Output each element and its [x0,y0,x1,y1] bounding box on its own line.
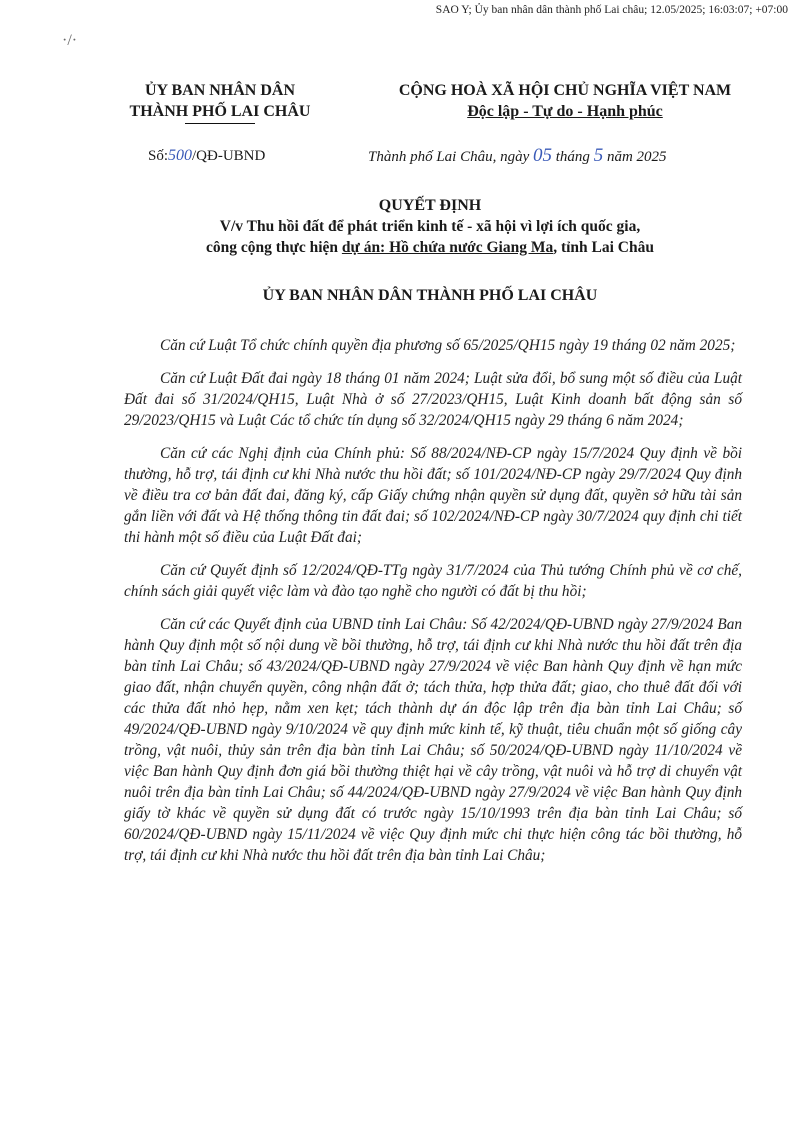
national-header [360,80,770,122]
decision-title [90,195,770,258]
authority-line-2: THÀNH PHỐ LAI CHÂU [129,103,311,120]
national-title: CỘNG HOÀ XÃ HỘI CHỦ NGHĨA VIỆT NAM [398,82,732,99]
subject-post: , tỉnh Lai Châu [553,239,654,256]
subject-pre: công cộng thực hiện [206,239,342,256]
legal-basis-paragraph: Căn cứ Luật Đất đai ngày 18 tháng 01 năm 2024; Luật sửa đổi, bổ sung một số điều của Luật Đất đai số 31/2024/QH15, Luật Nhà ở số 27/2023/QH15, Luật Kinh doanh bất động sản số 29/2023/QH15 và Luật Các tổ chức tín dụng số 32/2024/QH15 ngày 29 tháng 6 năm 2024; [124,370,742,429]
doc-number-prefix: Số: [148,148,169,164]
decision-subject-line-2 [90,237,770,258]
date-month-label: tháng [555,149,590,165]
date-year: năm 2025 [606,149,667,165]
project-name: dự án: Hồ chứa nước Giang Ma [341,239,554,256]
date-prefix: Thành phố Lai Châu, ngày [368,149,530,165]
doc-number-suffix: /QĐ-UBND [192,148,266,164]
doc-number-handwritten: 500 [168,147,193,164]
header-divider [185,123,255,124]
place-and-date [368,145,667,167]
legal-basis-body [124,335,742,878]
legal-basis-paragraph: Căn cứ các Quyết định của UBND tỉnh Lai Châu: Số 42/2024/QĐ-UBND ngày 27/9/2024 Ban hành Quy định một số nội dung về bồi thường, hỗ trợ, tái định cư khi Nhà nước thu hồi đất trên địa bàn tỉnh Lai Châu; số 43/2024/QĐ-UBND ngày 27/9/2024 về việc Ban hành Quy định về hạn mức giao đất, nhận chuyển quyền, công nhận đất ở; tách thửa, hợp thửa đất; giao, cho thuê đất đối với các thửa đất nhỏ hẹp, nằm xen kẹt; tách thành dự án độc lập trên địa bàn tỉnh Lai Châu; số 49/2024/QĐ-UBND ngày 9/10/2024 về quy định mức kinh tế, kỹ thuật, tiêu chuẩn một số giống cây trồng, vật nuôi, thủy sản trên địa bàn tỉnh Lai Châu; số 50/2024/QĐ-UBND ngày 11/10/2024 về việc Ban hành Quy định đơn giá bồi thường thiệt hại về cây trồng, vật nuôi và hỗ trợ di chuyển vật nuôi trên địa bàn tỉnh Lai Châu; số 44/2024/QĐ-UBND ngày 27/9/2024 về việc Ban hành Quy định giấy tờ khác về quyền sử dụng đất có trước ngày 15/10/1993 trên địa bàn tỉnh Lai Châu; số 60/2024/QĐ-UBND ngày 15/11/2024 về việc Quy định mức chi thực hiện công tác bồi thường, hỗ trợ, tái định cư khi Nhà nước thu hồi đất trên địa bàn tỉnh Lai Châu; [124,616,742,864]
date-day-handwritten: 05 [533,145,553,166]
decision-heading: QUYẾT ĐỊNH [378,197,482,214]
authority-line-1: ỦY BAN NHÂN DÂN [144,82,296,99]
deciding-authority: ỦY BAN NHÂN DÂN THÀNH PHỐ LAI CHÂU [262,287,598,304]
document-number [148,147,265,165]
issuing-authority-header [90,80,350,124]
legal-basis-paragraph: Căn cứ các Nghị định của Chính phủ: Số 88/2024/NĐ-CP ngày 15/7/2024 Quy định về bồi thường, hỗ trợ, tái định cư khi Nhà nước thu hồi đất; số 101/2024/NĐ-CP ngày 29/7/2024 Quy định về điều tra cơ bản đất đai, đăng ký, cấp Giấy chứng nhận quyền sử dụng đất, quyền sở hữu tài sản gắn liền với đất và Hệ thống thông tin đất đai; số 102/2024/NĐ-CP ngày 30/7/2024 quy định chi tiết thi hành một số điều của Luật Đất đai; [124,445,742,546]
national-motto: Độc lập - Tự do - Hạnh phúc [467,103,663,120]
legal-basis-paragraph: Căn cứ Luật Tổ chức chính quyền địa phương số 65/2025/QH15 ngày 19 tháng 02 năm 2025; [160,337,736,354]
date-month-handwritten: 5 [593,145,604,166]
decision-subject-line-1: V/v Thu hồi đất để phát triển kinh tế - xã hội vì lợi ích quốc gia, [219,218,641,235]
pen-mark: ·/· [62,32,78,49]
legal-basis-paragraph: Căn cứ Quyết định số 12/2024/QĐ-TTg ngày 31/7/2024 của Thủ tướng Chính phủ về cơ chế, chính sách giải quyết việc làm và đào tạo nghề cho người có đất bị thu hồi; [124,562,742,600]
digital-copy-stamp: SAO Y; Ủy ban nhân dân thành phố Lai châu; 12.05/2025; 16:03:07; +07:00 [435,4,788,16]
